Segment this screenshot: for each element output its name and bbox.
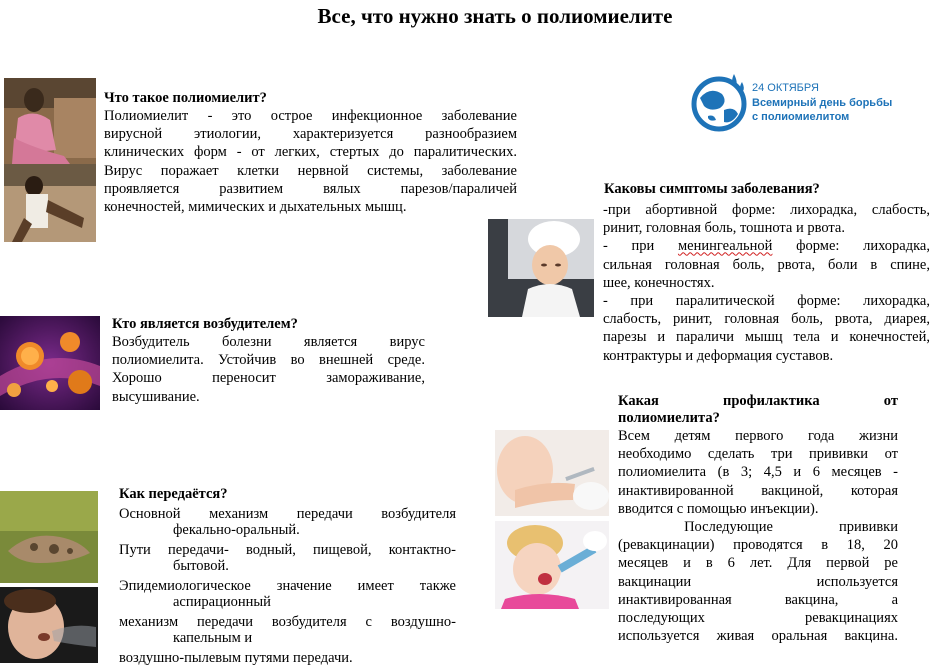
- text-line: Хорошо переносит замораживание,: [112, 370, 425, 387]
- meningeal-word: менингеальной: [677, 238, 773, 255]
- section-symptoms: [603, 201, 930, 365]
- dirty-hand-photo: [0, 491, 98, 583]
- section-what-is-polio: [104, 90, 517, 216]
- text-line: Полиомиелит - это острое инфекционное заболевание: [104, 108, 517, 124]
- section-heading: Что такое полиомиелит?: [104, 90, 267, 106]
- text-line: - при паралитической форме: лихорадка,: [603, 293, 930, 310]
- sick-child-photo: [488, 219, 594, 317]
- globe-icon: [690, 72, 750, 132]
- section-heading: Как передаётся?: [119, 486, 228, 502]
- list-item: воздушно-пылевым путями передачи.: [119, 650, 353, 666]
- text-line: конечностей, мимических и дыхательных мышц.: [104, 199, 407, 216]
- logo-date: 24 ОКТЯБРЯ: [752, 82, 819, 94]
- vaccine-injection-photo: [495, 430, 609, 516]
- text-line: - при менингеальной форме: лихорадка,: [603, 238, 930, 255]
- text-line: вирусной этиологии, характеризуется разнообразием: [104, 126, 517, 143]
- section-transmission: [119, 486, 456, 666]
- text-line: инактивированная вакцина, а: [618, 591, 898, 608]
- text-line: проявляется развитием вялых парезов/параличей: [104, 180, 517, 197]
- section-heading: Каковы симптомы заболевания?: [604, 181, 820, 197]
- text-line: контрактуры и деформация суставов.: [603, 347, 834, 364]
- text-line: ринит, головная боль, тошнота и рвота.: [603, 220, 845, 237]
- page-title: Все, что нужно знать о полиомиелите: [317, 4, 673, 28]
- text-line: Последующие прививки: [618, 519, 898, 536]
- text-line: вакцинации используется: [618, 573, 898, 590]
- text-line: парезы и параличи мышц тела и конечностей,: [603, 329, 930, 346]
- polio-children-photo: [4, 78, 96, 242]
- text-line: вводится с помощью инъекции).: [618, 500, 819, 517]
- text-line: Всем детям первого года жизни: [618, 428, 898, 444]
- text-line: -при абортивной форме: лихорадка, слабость,: [603, 202, 930, 218]
- section-prevention: [618, 393, 898, 645]
- text-line: необходимо сделать три прививки от: [618, 446, 898, 463]
- list-item: Пути передачи- водный, пищевой, контактно- бытовой.: [119, 542, 456, 574]
- oral-vaccine-photo: [495, 521, 609, 609]
- section-heading: Кто является возбудителем?: [112, 316, 298, 332]
- logo-line2: Всемирный день борьбы: [752, 97, 893, 109]
- world-polio-day-logo: [690, 72, 900, 134]
- section-pathogen: [112, 316, 425, 406]
- list-item: Основной механизм передачи возбудителя фекально-оральный.: [119, 506, 456, 538]
- coughing-child-photo: [0, 587, 98, 663]
- text-line: клинических форм - от легких, стертых до паралитических.: [104, 144, 517, 161]
- list-item: механизм передачи возбудителя с воздушно- капельным и: [119, 614, 456, 646]
- text-line: сильная головная боль, рвота, боли в спине,: [603, 256, 930, 273]
- section-heading-cont: полиомиелита?: [618, 410, 720, 426]
- text-line: полиомиелита (в 3; 4,5 и 6 месяцев -: [618, 464, 898, 481]
- text-line: инактивированной вакциной, которая: [618, 482, 898, 499]
- text-line: последующих ревакцинациях: [618, 610, 898, 627]
- text-line: слабость, ринит, головная боль, рвота, диарея,: [603, 311, 930, 328]
- section-heading: Какая профилактика от: [618, 393, 898, 409]
- virus-illustration: [0, 316, 100, 410]
- list-item: Эпидемиологическое значение имеет также аспирационный: [119, 578, 456, 610]
- logo-line3: с полиомиелитом: [752, 111, 850, 123]
- text-line: используется живая оральная вакцина.: [618, 628, 898, 645]
- text-line: месяцев и в 6 лет. Для первой ре: [618, 555, 898, 572]
- text-line: Вирус поражает клетки нервной системы, заболевание: [104, 162, 517, 179]
- text-line: полиомиелита. Устойчив во внешней среде.: [112, 352, 425, 369]
- text-line: высушивание.: [112, 388, 200, 405]
- text-line: (ревакцинации) проводятся в 18, 20: [618, 537, 898, 554]
- text-line: шее, конечностях.: [603, 274, 715, 291]
- text-line: Возбудитель болезни является вирус: [112, 334, 425, 350]
